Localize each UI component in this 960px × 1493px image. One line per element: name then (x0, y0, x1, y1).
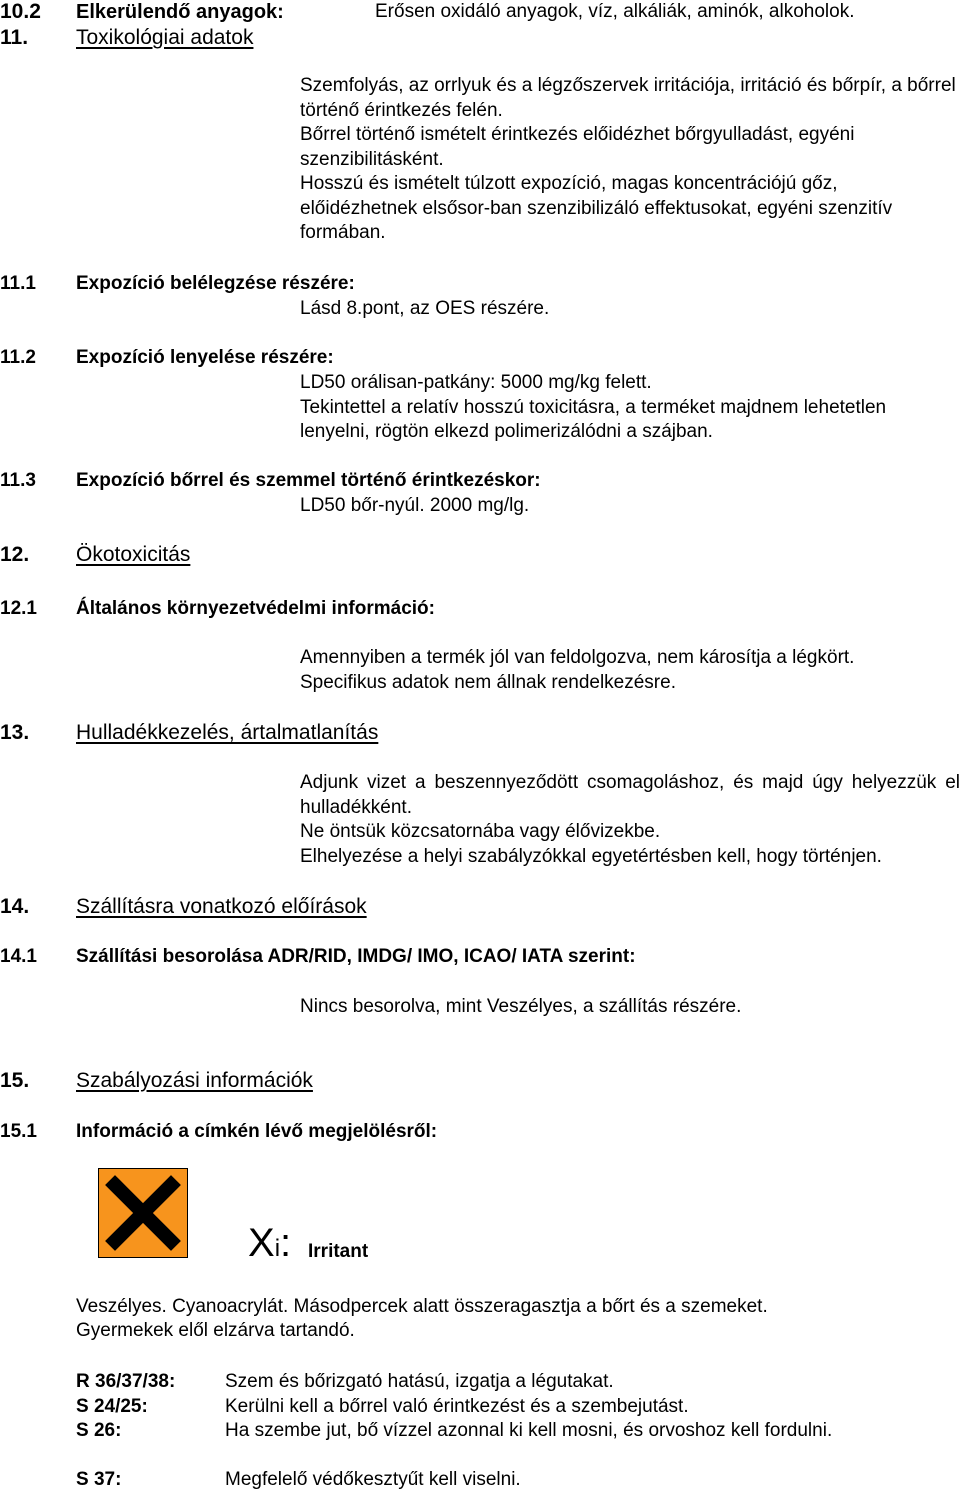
section-body (300, 646, 960, 695)
phrase-code: S 26: (76, 1420, 122, 1441)
phrase-text: Kerülni kell a bőrrel való érintkezést és a szembejutást. (225, 1396, 689, 1417)
section-number: 12. (0, 543, 30, 566)
section-number: 12.1 (0, 598, 37, 619)
section-number: 13. (0, 721, 30, 744)
section-body (300, 371, 960, 445)
paragraph: Szemfolyás, az orrlyuk és a légzőszervek irritációja, irritáció és bőrpír, a bőrrel történő érintkezés felén. (300, 75, 956, 121)
phrase-text: Szem és bőrizgató hatású, izgatja a légutakat. (225, 1371, 614, 1392)
section-number: 15. (0, 1069, 30, 1092)
section-text: LD50 bőr-nyúl. 2000 mg/lg. (300, 495, 530, 516)
cross-icon (99, 1169, 187, 1257)
section-number: 11.3 (0, 470, 36, 491)
section-text: Lásd 8.pont, az OES részére. (300, 298, 550, 319)
section-heading: Szabályozási információk (76, 1069, 313, 1092)
section-number: 11. (0, 26, 29, 49)
section-body (300, 74, 960, 246)
section-number: 15.1 (0, 1121, 37, 1142)
section-title: Szállítási besorolása ADR/RID, IMDG/ IMO, ICAO/ IATA szerint: (76, 946, 636, 967)
symbol-colon: : (280, 1221, 292, 1265)
section-heading: Szállításra vonatkozó előírások (76, 895, 367, 918)
section-number: 11.2 (0, 347, 36, 368)
hazard-symbol-name: Irritant (308, 1241, 369, 1262)
paragraph: Adjunk vizet a beszennyeződött csomagoláshoz, és majd úgy helyezzük el hulladékként. (300, 772, 960, 818)
paragraph: Tekintettel a relatív hosszú toxicitásra, a terméket majdnem lehetetlen lenyelni, rögtön elkezd polimerizálódni a szájban. (300, 396, 887, 442)
paragraph: Specifikus adatok nem állnak rendelkezésre. (300, 671, 676, 693)
section-title: Expozíció bőrrel és szemmel történő érintkezéskor: (76, 470, 541, 491)
phrase-code: R 36/37/38: (76, 1371, 176, 1392)
section-heading: Toxikológiai adatok (76, 26, 254, 49)
symbol-letter: X (248, 1221, 275, 1265)
section-body (300, 771, 960, 869)
phrase-text: Ha szembe jut, bő vízzel azonnal ki kell mosni, és orvoshoz kell fordulni. (225, 1420, 833, 1441)
paragraph: Bőrrel történő ismételt érintkezés előidézhet bőrgyulladást, egyéni szenzibilitásként. (300, 124, 855, 170)
paragraph: Ne öntsük közcsatornába vagy élővizekbe. (300, 821, 661, 842)
symbol-subscript: i (274, 1235, 281, 1262)
section-text: Erősen oxidáló anyagok, víz, alkáliák, aminók, alkoholok. (375, 1, 855, 22)
section-title: Általános környezetvédelmi információ: (76, 598, 435, 619)
hazard-symbol-code (248, 1218, 291, 1274)
section-title: Expozíció belélegzése részére: (76, 273, 355, 294)
phrase-code: S 24/25: (76, 1396, 148, 1417)
section-number: 10.2 (0, 0, 41, 23)
section-number: 14. (0, 895, 30, 918)
paragraph: Amennyiben a termék jól van feldolgozva, nem károsítja a légkört. (300, 647, 855, 668)
phrase-text: Megfelelő védőkesztyűt kell viselni. (225, 1469, 521, 1490)
section-number: 14.1 (0, 946, 37, 967)
section-heading: Hulladékkezelés, ártalmatlanítás (76, 721, 379, 744)
warning-line: Gyermekek elől elzárva tartandó. (76, 1320, 355, 1341)
phrase-code: S 37: (76, 1469, 122, 1490)
paragraph: LD50 orálisan-patkány: 5000 mg/kg felett. (300, 372, 652, 393)
irritant-hazard-icon (98, 1168, 188, 1258)
section-heading: Ökotoxicitás (76, 543, 191, 566)
section-title: Expozíció lenyelése részére: (76, 347, 334, 368)
section-title: Információ a címkén lévő megjelölésről: (76, 1121, 438, 1142)
paragraph: Elhelyezése a helyi szabályzókkal egyetértésben kell, hogy történjen. (300, 845, 882, 867)
paragraph: Hosszú és ismételt túlzott expozíció, magas koncentrációjú gőz, előidézhetnek elsősor-ban szenzibilizáló effektusokat, egyéni szenzitív formában. (300, 173, 893, 243)
section-text: Nincs besorolva, mint Veszélyes, a szállítás részére. (300, 996, 742, 1017)
section-number: 11.1 (0, 273, 36, 294)
warning-line: Veszélyes. Cyanoacrylát. Másodpercek alatt összeragasztja a bőrt és a szemeket. (76, 1296, 768, 1317)
section-title: Elkerülendő anyagok: (76, 1, 284, 23)
